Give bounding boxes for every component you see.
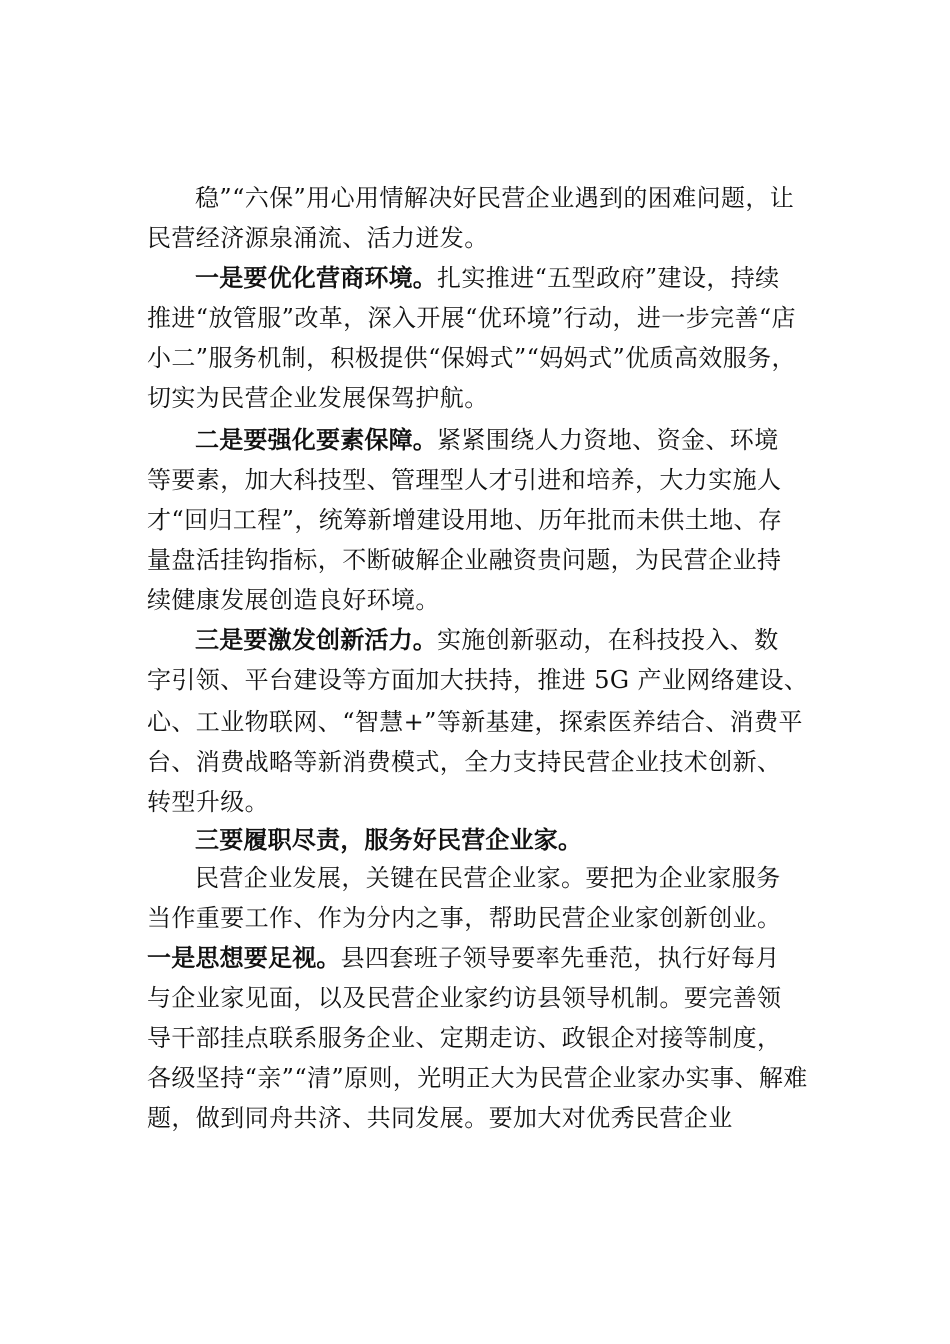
text-span: 续健康发展创造良好环境。 xyxy=(147,586,440,614)
text-line xyxy=(195,178,794,218)
text-span: 切实为民营企业发展保驾护航。 xyxy=(147,384,489,412)
bold-heading-span: 三是要激发创新活力。 xyxy=(195,626,437,654)
text-line xyxy=(147,1018,781,1058)
text-line xyxy=(147,460,781,500)
text-line xyxy=(147,218,489,258)
text-span: 心、工业物联网、“智慧+”等新基建，探索医养结合、消费平 xyxy=(147,708,803,736)
text-line xyxy=(195,858,781,898)
text-span: 小二”服务机制，积极提供“保姆式”“妈妈式”优质高效服务， xyxy=(147,344,796,372)
text-line xyxy=(195,620,779,660)
text-span: 民营企业发展，关键在民营企业家。要把为企业家服务 xyxy=(195,864,781,892)
text-span: 与企业家见面，以及民营企业家约访县领导机制。要完善领 xyxy=(147,984,782,1012)
text-span: 转型升级。 xyxy=(147,788,269,816)
text-line xyxy=(147,1058,808,1098)
text-span: 紧紧围绕人力资地、资金、环境 xyxy=(437,426,779,454)
text-span: 推进“放管服”改革，深入开展“优环境”行动，进一步完善“店 xyxy=(147,304,796,332)
text-line xyxy=(147,540,781,580)
text-line xyxy=(195,820,582,860)
text-span: 台、消费战略等新消费模式，全力支持民营企业技术创新、 xyxy=(147,748,782,776)
text-span: 等要素，加大科技型、管理型人才引进和培养，大力实施人 xyxy=(147,466,782,494)
bold-heading-span: 一是思想要足视。 xyxy=(147,944,341,972)
text-line xyxy=(147,378,489,418)
text-span: 扎实推进“五型政府”建设，持续 xyxy=(437,264,780,292)
text-line xyxy=(147,898,781,938)
text-line xyxy=(195,258,780,298)
text-line xyxy=(147,978,781,1018)
text-span: 题，做到同舟共济、共同发展。要加大对优秀民营企业 xyxy=(147,1104,733,1132)
text-line xyxy=(147,702,803,742)
text-line xyxy=(147,298,796,338)
text-line xyxy=(147,938,780,978)
bold-heading-span: 二是要强化要素保障。 xyxy=(195,426,437,454)
text-line xyxy=(147,500,782,540)
text-span: 县四套班子领导要率先垂范，执行好每月 xyxy=(340,944,780,972)
text-line xyxy=(147,782,269,822)
text-span: 量盘活挂钩指标，不断破解企业融资贵问题，为民营企业持 xyxy=(147,546,782,574)
text-span: 字引领、平台建设等方面加大扶持，推进 5G 产业网络建设、 xyxy=(147,666,809,694)
text-span: 民营经济源泉涌流、活力迸发。 xyxy=(147,224,489,252)
text-line xyxy=(147,1098,733,1138)
text-span: 稳”“六保”用心用情解决好民营企业遇到的困难问题，让 xyxy=(195,184,795,212)
text-span: 才“回归工程”，统筹新增建设用地、历年批而未供土地、存 xyxy=(147,506,783,534)
text-line xyxy=(147,580,440,620)
text-line xyxy=(195,420,779,460)
section-heading: 三要履职尽责，服务好民营企业家。 xyxy=(195,826,583,854)
text-span: 导干部挂点联系服务企业、定期走访、政银企对接等制度， xyxy=(147,1024,782,1052)
text-span: 各级坚持“亲”“清”原则，光明正大为民营企业家办实事、解难 xyxy=(147,1064,808,1092)
text-line xyxy=(147,338,796,378)
bold-heading-span: 一是要优化营商环境。 xyxy=(195,264,437,292)
text-line xyxy=(147,660,808,700)
text-span: 当作重要工作、作为分内之事，帮助民营企业家创新创业。 xyxy=(147,904,782,932)
text-span: 实施创新驱动，在科技投入、数 xyxy=(437,626,779,654)
text-line xyxy=(147,742,781,782)
